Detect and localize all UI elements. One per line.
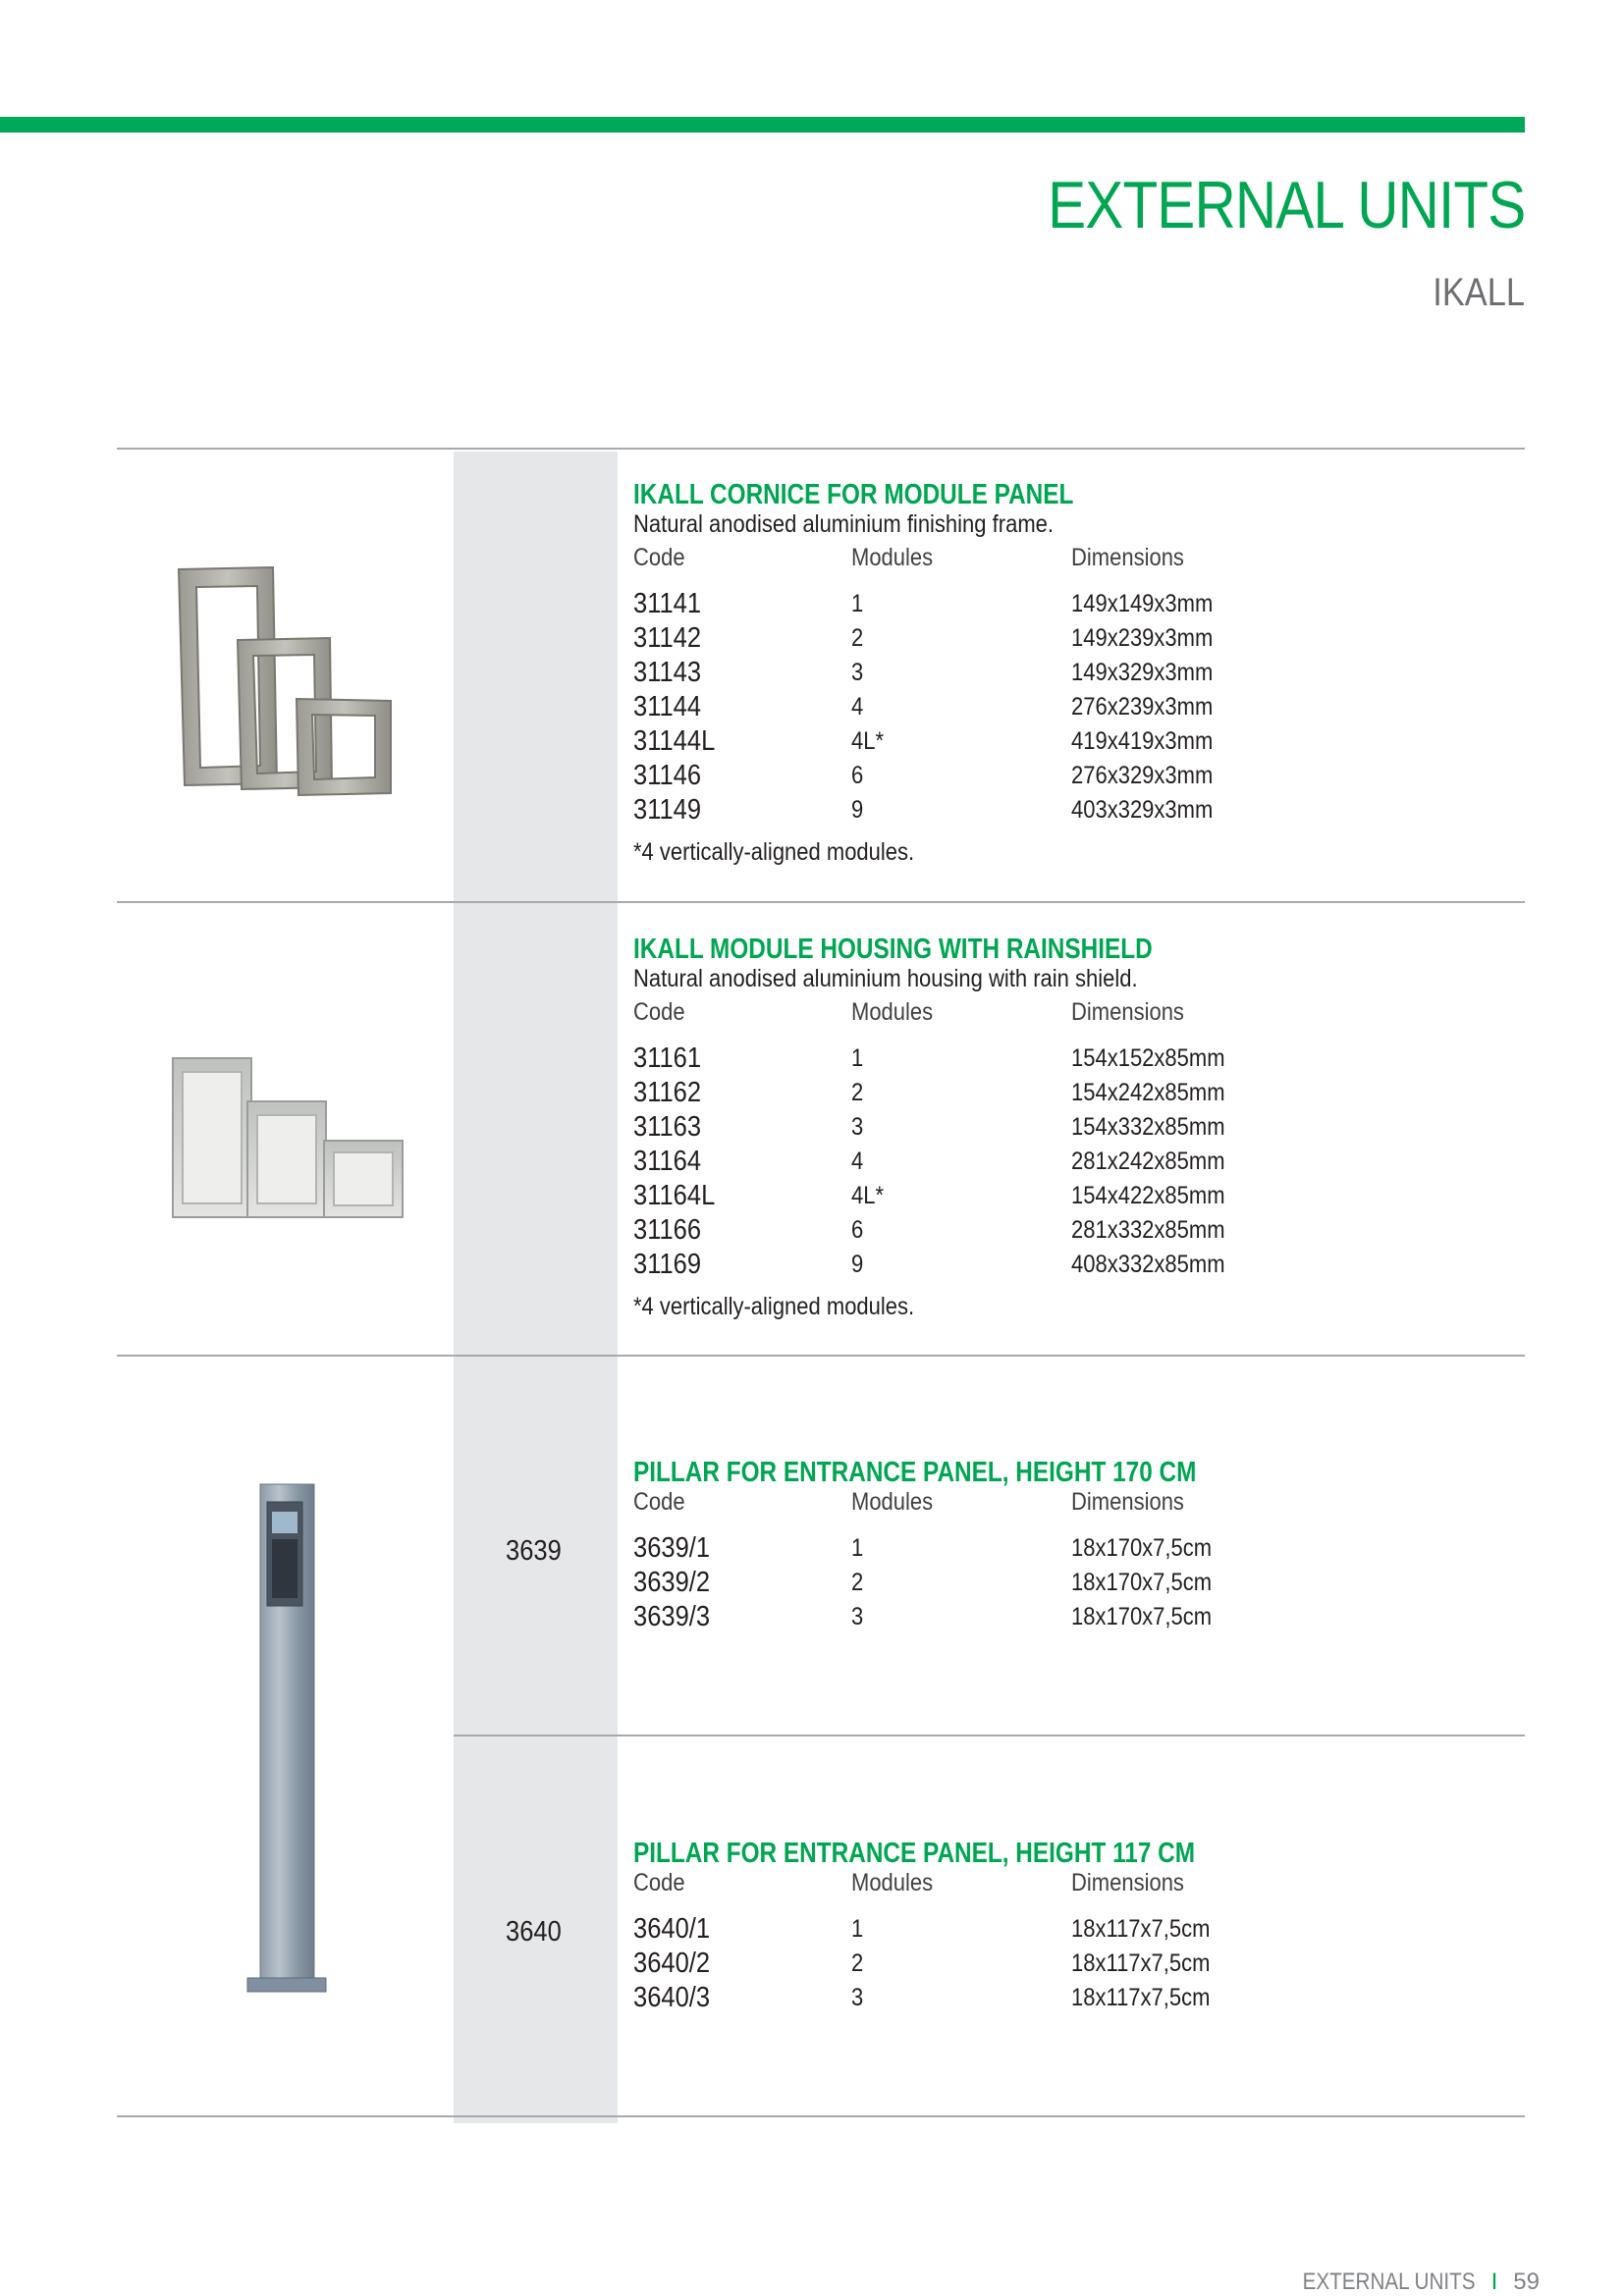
col-code-header: Code	[633, 998, 685, 1026]
modules-cell: 4L*	[851, 1182, 885, 1209]
footnote: *4 vertically-aligned modules.	[633, 838, 915, 866]
table-row	[633, 657, 1517, 691]
col-dimensions-header: Dimensions	[1071, 1488, 1184, 1516]
dimensions-cell: 18x117x7,5cm	[1071, 1915, 1211, 1943]
table-row	[633, 725, 1517, 760]
page-number: 59	[1513, 2269, 1540, 2295]
dimensions-cell: 408x332x85mm	[1071, 1251, 1225, 1278]
modules-cell: 3	[851, 1603, 864, 1630]
modules-cell: 4	[851, 1148, 864, 1175]
modules-cell: 2	[851, 624, 864, 652]
table-row	[633, 588, 1517, 622]
code-cell: 31169	[633, 1249, 702, 1280]
modules-cell: 2	[851, 1569, 864, 1596]
dimensions-cell: 154x422x85mm	[1071, 1182, 1225, 1209]
dimensions-cell: 281x332x85mm	[1071, 1216, 1225, 1244]
dimensions-cell: 154x332x85mm	[1071, 1113, 1225, 1141]
group-code: 3639	[506, 1535, 562, 1567]
table-header	[633, 1488, 1517, 1532]
col-modules-header: Modules	[851, 1488, 934, 1516]
pillar-117-section	[633, 1838, 1517, 2016]
code-cell: 31144L	[633, 725, 716, 757]
dimensions-cell: 18x170x7,5cm	[1071, 1569, 1213, 1596]
dimensions-cell: 403x329x3mm	[1071, 796, 1214, 824]
modules-cell: 6	[851, 1216, 864, 1244]
section-description: Natural anodised aluminium finishing frame.	[633, 510, 1054, 538]
section-description: Natural anodised aluminium housing with rain shield.	[633, 965, 1138, 992]
table-row	[633, 1249, 1517, 1283]
code-cell: 31162	[633, 1077, 702, 1108]
col-dimensions-header: Dimensions	[1071, 544, 1184, 571]
page-footer	[1274, 2269, 1540, 2296]
modules-cell: 4	[851, 693, 864, 721]
code-cell: 31141	[633, 588, 702, 619]
group-code: 3640	[506, 1916, 562, 1948]
page-subtitle: IKALL	[1433, 271, 1525, 314]
col-code-header: Code	[633, 544, 685, 571]
table-row	[633, 1913, 1517, 1948]
table-row	[633, 760, 1517, 794]
col-dimensions-header: Dimensions	[1071, 1869, 1184, 1896]
code-cell: 31166	[633, 1214, 702, 1246]
dimensions-cell: 276x329x3mm	[1071, 762, 1214, 789]
code-cell: 3639/2	[633, 1567, 711, 1598]
col-code-header: Code	[633, 1488, 685, 1516]
section-title: PILLAR FOR ENTRANCE PANEL, HEIGHT 170 CM	[633, 1457, 1197, 1488]
rainshield-section	[633, 934, 1517, 1321]
table-row	[633, 1111, 1517, 1146]
divider	[117, 448, 1525, 450]
modules-cell: 2	[851, 1949, 864, 1977]
page-title: EXTERNAL UNITS	[1047, 168, 1525, 242]
divider	[117, 901, 1525, 903]
dimensions-cell: 18x170x7,5cm	[1071, 1603, 1213, 1630]
dimensions-cell: 281x242x85mm	[1071, 1148, 1225, 1175]
dimensions-cell: 276x239x3mm	[1071, 693, 1214, 721]
col-modules-header: Modules	[851, 1869, 934, 1896]
table-header	[633, 1869, 1517, 1913]
code-cell: 31143	[633, 657, 702, 688]
dimensions-cell: 18x170x7,5cm	[1071, 1534, 1213, 1562]
modules-cell: 3	[851, 1984, 864, 2011]
divider	[117, 1355, 1525, 1357]
table-row	[633, 1601, 1517, 1635]
col-code-header: Code	[633, 1869, 685, 1896]
table-row	[633, 622, 1517, 657]
modules-cell: 9	[851, 796, 864, 824]
table-header	[633, 998, 1517, 1042]
code-column-background	[454, 452, 618, 2123]
code-cell: 31164L	[633, 1180, 716, 1211]
dimensions-cell: 154x242x85mm	[1071, 1079, 1225, 1106]
code-cell: 3639/1	[633, 1532, 711, 1564]
modules-cell: 3	[851, 1113, 864, 1141]
code-cell: 3640/2	[633, 1948, 711, 1979]
table-row	[633, 691, 1517, 725]
code-cell: 31146	[633, 760, 702, 791]
modules-cell: 4L*	[851, 727, 885, 755]
modules-cell: 1	[851, 1534, 864, 1562]
code-cell: 31144	[633, 691, 702, 722]
col-dimensions-header: Dimensions	[1071, 998, 1184, 1026]
table-row	[633, 1567, 1517, 1601]
code-cell: 3640/1	[633, 1913, 711, 1945]
table-row	[633, 1948, 1517, 1982]
code-cell: 3640/3	[633, 1982, 711, 2013]
modules-cell: 1	[851, 1044, 864, 1072]
cornice-section	[633, 479, 1517, 867]
footer-label: EXTERNAL UNITS	[1302, 2269, 1476, 2295]
modules-cell: 3	[851, 659, 864, 686]
divider	[117, 2115, 1525, 2117]
dimensions-cell: 18x117x7,5cm	[1071, 1949, 1211, 1977]
modules-cell: 1	[851, 590, 864, 617]
dimensions-cell: 154x152x85mm	[1071, 1044, 1225, 1072]
divider	[454, 1735, 1525, 1736]
code-cell: 31142	[633, 622, 702, 654]
modules-cell: 2	[851, 1079, 864, 1106]
col-modules-header: Modules	[851, 998, 934, 1026]
code-cell: 31163	[633, 1111, 702, 1143]
top-accent-bar	[0, 117, 1525, 133]
dimensions-cell: 149x239x3mm	[1071, 624, 1214, 652]
dimensions-cell: 149x149x3mm	[1071, 590, 1214, 617]
section-title: IKALL CORNICE FOR MODULE PANEL	[633, 479, 1074, 510]
entrance-pillar-image	[245, 1482, 334, 1998]
code-cell: 31164	[633, 1146, 702, 1177]
col-modules-header: Modules	[851, 544, 934, 571]
table-row	[633, 1077, 1517, 1111]
table-row	[633, 1180, 1517, 1214]
table-row	[633, 1214, 1517, 1249]
section-title: IKALL MODULE HOUSING WITH RAINSHIELD	[633, 934, 1153, 965]
footnote: *4 vertically-aligned modules.	[633, 1293, 915, 1320]
modules-cell: 9	[851, 1251, 864, 1278]
table-row	[633, 1146, 1517, 1180]
code-cell: 3639/3	[633, 1601, 711, 1632]
dimensions-cell: 149x329x3mm	[1071, 659, 1214, 686]
dimensions-cell: 419x419x3mm	[1071, 727, 1214, 755]
table-row	[633, 794, 1517, 828]
table-header	[633, 544, 1517, 588]
dimensions-cell: 18x117x7,5cm	[1071, 1984, 1211, 2011]
modules-cell: 6	[851, 762, 864, 789]
cornice-frames-image	[167, 560, 403, 805]
table-row	[633, 1982, 1517, 2016]
section-title: PILLAR FOR ENTRANCE PANEL, HEIGHT 117 CM	[633, 1838, 1196, 1869]
code-cell: 31161	[633, 1042, 702, 1074]
pillar-170-section	[633, 1457, 1517, 1635]
code-cell: 31149	[633, 794, 702, 826]
footer-separator: I	[1490, 2269, 1498, 2295]
table-row	[633, 1042, 1517, 1077]
modules-cell: 1	[851, 1915, 864, 1943]
table-row	[633, 1532, 1517, 1567]
rainshield-housing-image	[167, 1050, 412, 1227]
